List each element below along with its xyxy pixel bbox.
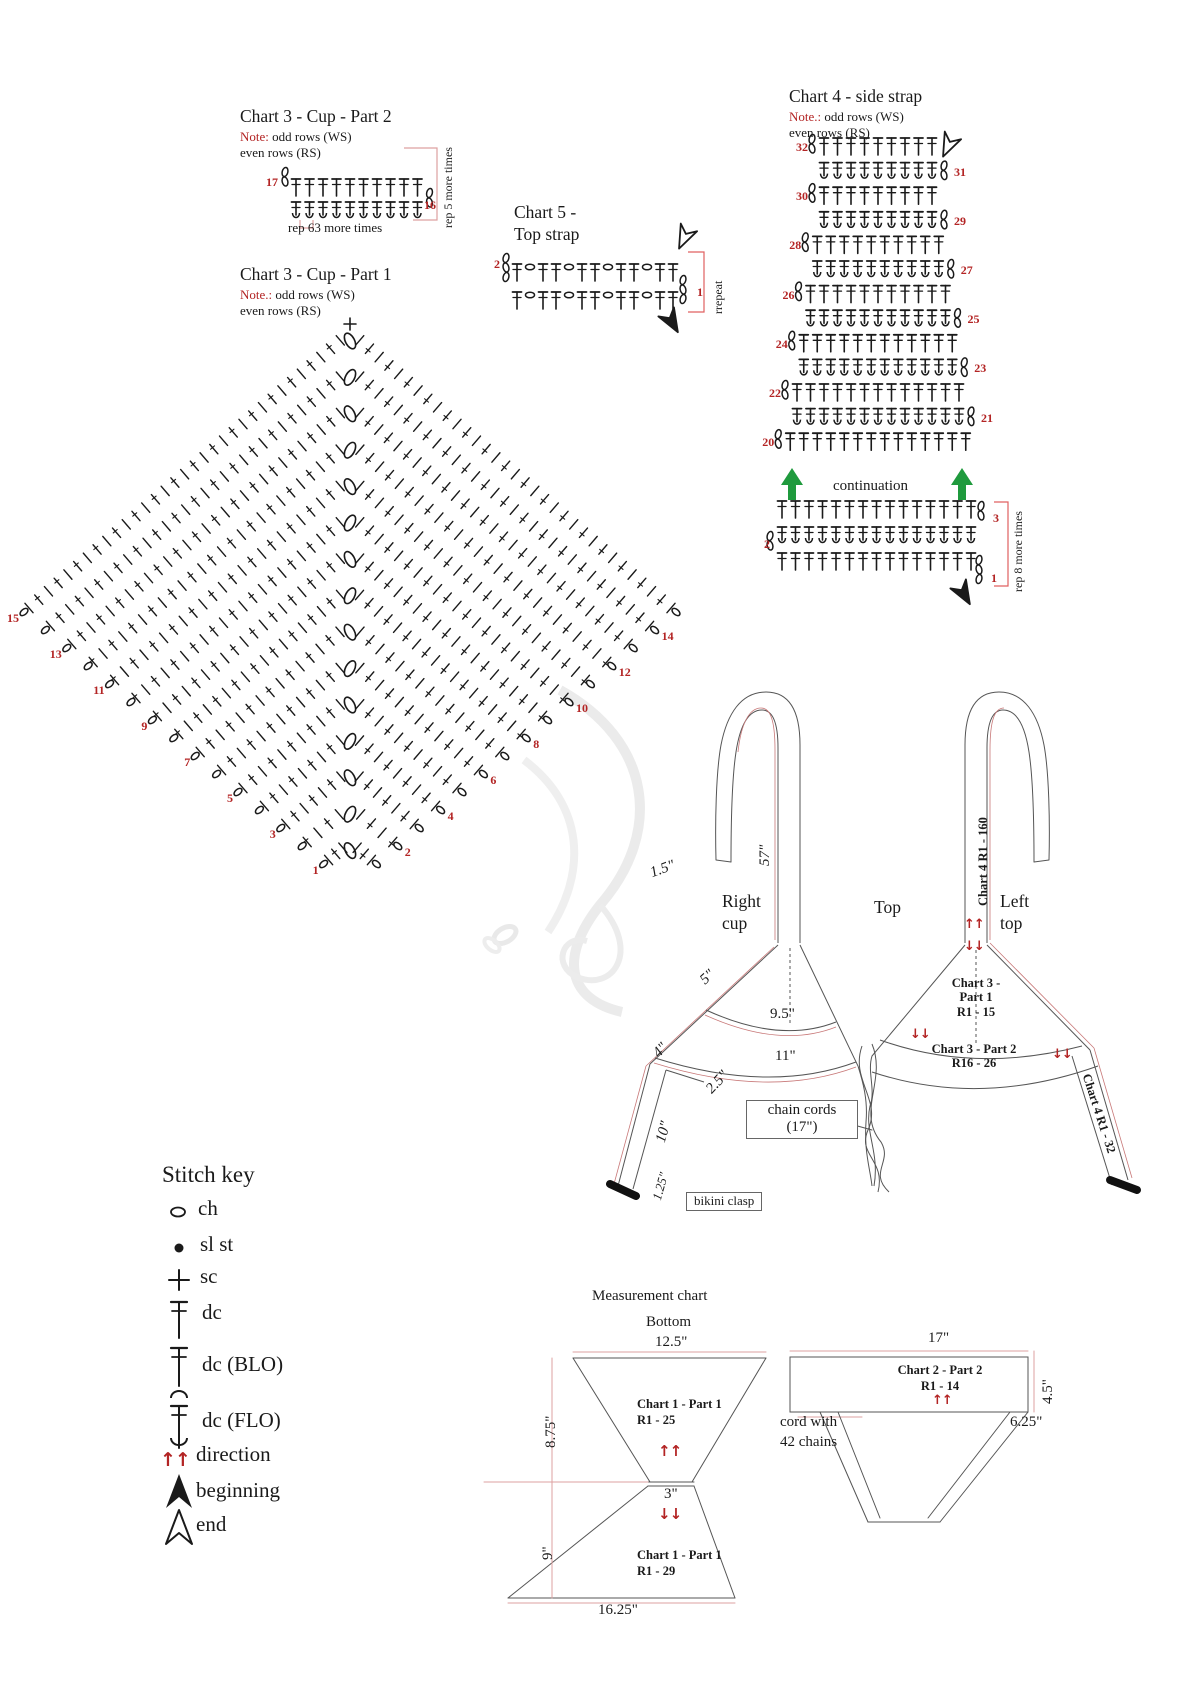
diamond-row-number: 4 [447,809,454,823]
front-top-ref-1: Chart 1 - Part 1 [637,1397,722,1411]
back-band-ref-2: R1 - 14 [920,1379,960,1393]
diamond-row-number: 6 [490,773,497,787]
measurement-subtitle: Bottom [646,1314,692,1330]
chart4-continuation: continuation [833,478,908,494]
end-icon [166,1510,192,1544]
ref-line: Chart 3 - Part 2 [931,1042,1017,1056]
chain-cords-note [746,1100,858,1139]
chart3-part2-rep-bottom: rep 63 more times [288,220,383,235]
chart4-row-number: 1 [991,571,997,585]
dim-17: 17" [928,1330,950,1346]
beginning-icon [166,1474,192,1508]
chain-cords-line2: (17") [786,1119,818,1136]
ref-line: R1 - 15 [956,1004,996,1019]
chart4-note2: even rows (RS) [789,125,870,140]
chart3-part1-note2: even rows (RS) [240,303,321,318]
chart5-title-1: Chart 5 - [514,202,577,222]
ref-chart4-r1-160: Chart 4 R1 - 160 [976,817,990,906]
chart4-row-number: 20 [762,435,775,450]
chart5-title-2: Top strap [514,224,580,244]
direction-down-arrows: ↓↓ [910,1027,930,1042]
row-number-16: 16 [424,198,436,212]
diamond-row-number: 13 [49,647,62,661]
chart4-row-number: 26 [782,287,795,302]
note-label: Note.: [240,287,273,302]
chart4-rep-side: rep 8 more times [1011,511,1025,592]
right-cup-label-2: cup [722,913,748,933]
right-cup-label-1: Right [722,891,761,911]
sc-icon [169,1270,189,1290]
sl-st-icon [175,1244,184,1253]
direction-up-arrows: ↑↑ [964,917,984,932]
dim-12-5: 12.5" [655,1334,688,1350]
dim-4: 4" [650,1039,672,1061]
ref-line: R16 - 26 [951,1056,997,1071]
stitch-key-title: Stitch key [162,1162,255,1187]
key-label-dc: dc [202,1300,222,1324]
note-text: odd rows (WS) [272,287,355,302]
ref-chart3-part1 [934,976,1018,1019]
dim-16-25: 16.25" [598,1602,638,1618]
diamond-row-number: 9 [141,719,148,733]
note-text: odd rows (WS) [821,109,904,124]
dim-1-25: 1.25" [649,1170,672,1202]
direction-up-arrows: ↑↑ [658,1442,682,1460]
direction-icon: ↑↑ [160,1449,190,1471]
diamond-row-number: 8 [533,737,540,751]
dc-flo-icon [171,1406,187,1448]
chart5-repeat-label: rrepeat [711,280,725,314]
chart5-row-1: 1 [697,285,703,299]
key-label-dc-blo: dc (BLO) [202,1352,284,1376]
diamond-row-number: 7 [184,755,191,769]
diamond-row-number: 14 [661,629,674,643]
key-label-sl-st: sl st [200,1232,234,1256]
front-bottom-ref-2: R1 - 29 [637,1564,676,1578]
key-label-beginning: beginning [196,1478,280,1502]
chart4-row-number: 23 [974,361,987,376]
watermark [482,690,640,1012]
cord-note-2: 42 chains [780,1434,838,1450]
dim-8-75: 8.75" [543,1415,559,1448]
chart3-part2-note [240,130,352,145]
dim-4-5: 4.5" [1040,1379,1056,1404]
dim-57: 57" [757,844,773,866]
diamond-row-number: 11 [93,683,105,697]
dc-blo-icon [171,1348,187,1398]
direction-down-arrows: ↓↓ [1052,1047,1072,1062]
chart3-part1-diamond [19,318,682,869]
cup-schematic [610,692,1137,1196]
key-label-end: end [196,1512,227,1536]
stitch-key-symbols [166,1208,192,1545]
chart4-row-number: 28 [789,238,802,253]
chart4-row-number: 27 [960,263,973,277]
chart4-row-number: 22 [769,386,781,400]
cord-note-1: cord with [780,1414,838,1430]
left-top-label-1: Left [1000,891,1030,911]
diamond-row-number: 2 [404,845,411,859]
key-label-sc: sc [200,1264,218,1288]
chart4-row-number: 3 [993,511,999,525]
row-number-17: 17 [266,175,278,189]
key-label-direction: direction [196,1442,271,1466]
direction-up-arrows: ↑↑ [932,1393,952,1408]
back-band-ref-1: Chart 2 - Part 2 [897,1363,983,1377]
note-text: odd rows (WS) [268,129,352,144]
dim-5: 5" [697,966,718,988]
dim-2-5: 2.5" [703,1067,732,1097]
chart3-part1-note [240,288,355,303]
direction-down-arrows: ↓↓ [964,939,984,954]
front-top-ref-2: R1 - 25 [637,1413,676,1427]
chart3-part1-title: Chart 3 - Cup - Part 1 [240,264,392,284]
diamond-row-number: 3 [269,827,276,841]
key-label-dc-flo: dc (FLO) [202,1408,281,1432]
ch-icon [171,1208,185,1217]
ref-chart4-r1-32: Chart 4 R1 - 32 [1079,1072,1119,1155]
diamond-row-number: 12 [618,665,631,679]
chart3-part2-rep-side: rep 5 more times [441,147,455,228]
dim-3: 3" [664,1486,678,1502]
left-top-label-2: top [1000,913,1023,933]
chart4-row-number: 21 [981,410,993,425]
dim-6-25: 6.25" [1010,1414,1043,1430]
diamond-row-number: 10 [576,701,588,715]
chain-cords-line1: chain cords [767,1102,837,1118]
measurement-title: Measurement chart [592,1288,708,1304]
dc-icon [171,1302,187,1338]
ref-line: Chart 3 - [951,976,1001,990]
chart4-row-number: 32 [796,140,808,154]
chart3-part2-title: Chart 3 - Cup - Part 2 [240,106,392,126]
ref-line: Part 1 [959,990,993,1005]
chart4-row-number: 2 [764,537,770,551]
dim-9-5: 9.5" [770,1006,795,1022]
chart4-note [789,110,904,125]
chart3-part2-note2: even rows (RS) [240,145,321,160]
ref-chart3-part2 [918,1042,1030,1071]
diamond-row-number: 5 [227,791,233,805]
chart4-row-number: 24 [775,336,788,351]
bikini-clasp-note: bikini clasp [686,1192,762,1211]
diamond-row-number: 1 [312,863,319,877]
diamond-row-number: 15 [7,611,19,625]
dim-1-5: 1.5" [648,857,678,882]
chart4-title: Chart 4 - side strap [789,86,923,106]
note-label: Note.: [789,109,822,124]
direction-down-arrows: ↓↓ [658,1505,682,1523]
chart4-row-number: 31 [954,164,966,179]
chart4-row-number: 25 [967,312,980,327]
dim-9: 9" [540,1546,556,1560]
note-label: Note: [240,129,269,144]
top-label: Top [874,897,901,917]
dim-10: 10" [653,1119,675,1145]
chart4-row-number: 29 [954,213,966,228]
front-bottom-ref-1: Chart 1 - Part 1 [637,1548,722,1562]
dim-11: 11" [775,1048,796,1064]
chart4-row-number: 30 [796,189,808,204]
chart5-row-2: 2 [494,257,500,271]
key-label-ch: ch [198,1196,218,1220]
